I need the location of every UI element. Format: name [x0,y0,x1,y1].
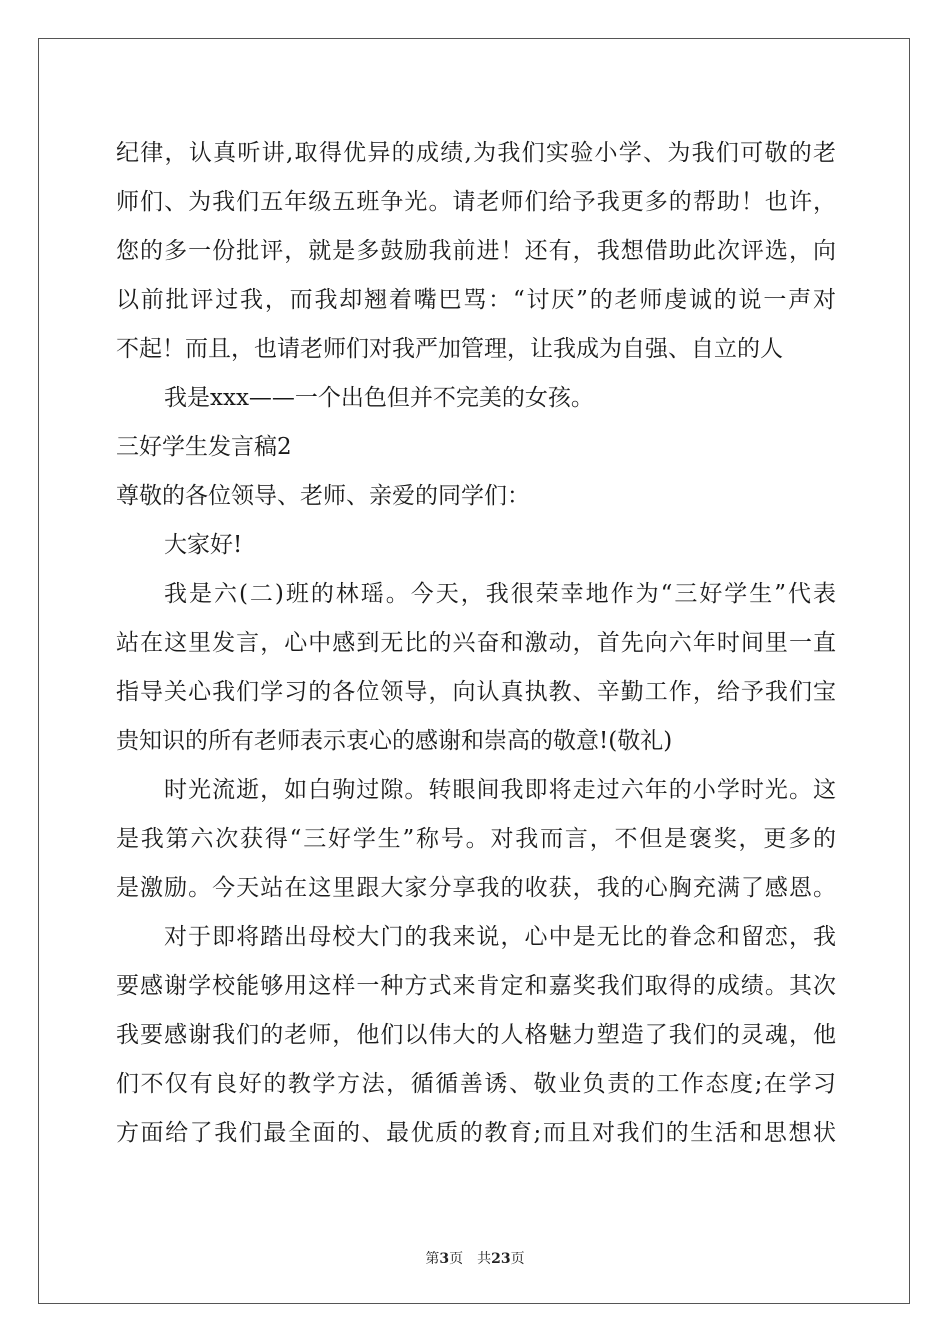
text-line: 站在这里发言，心中感到无比的兴奋和激动，首先向六年时间里一直 [116,630,836,656]
total-suffix: 页 [510,1251,525,1267]
document-body [116,129,836,1158]
page-number: 3 [439,1251,450,1267]
text-line: 指导关心我们学习的各位领导，向认真执教、辛勤工作，给予我们宝 [116,679,836,705]
text-line: 要感谢学校能够用这样一种方式来肯定和嘉奖我们取得的成绩。其次 [116,973,836,999]
text-line: 师们、为我们五年级五班争光。请老师们给予我更多的帮助！也许， [116,189,836,215]
text-line: 尊敬的各位领导、老师、亲爱的同学们： [116,483,530,509]
text-line: 纪律，认真听讲,取得优异的成绩,为我们实验小学、为我们可敬的老 [116,140,836,166]
page-footer [0,1248,950,1268]
text-line: 方面给了我们最全面的、最优质的教育;而且对我们的生活和思想状 [116,1120,836,1146]
text-line: 对于即将踏出母校大门的我来说，心中是无比的眷念和留恋，我 [164,924,836,950]
text-line: 大家好! [164,532,243,558]
text-line: 不起！而且，也请老师们对我严加管理，让我成为自强、自立的人 [116,336,783,362]
text-line: 是激励。今天站在这里跟大家分享我的收获，我的心胸充满了感恩。 [116,875,836,901]
text-line: 我是xxx——一个出色但并不完美的女孩。 [164,385,594,411]
text-line: 时光流逝，如白驹过隙。转眼间我即将走过六年的小学时光。这 [164,777,836,803]
total-prefix: 共 [477,1251,492,1267]
page-suffix: 页 [449,1251,464,1267]
text-line: 是我第六次获得“三好学生”称号。对我而言，不但是褒奖，更多的 [116,826,836,852]
text-line: 我要感谢我们的老师，他们以伟大的人格魅力塑造了我们的灵魂，他 [116,1022,836,1048]
text-line: 们不仅有良好的教学方法，循循善诱、敬业负责的工作态度;在学习 [116,1071,836,1097]
text-line: 贵知识的所有老师表示衷心的感谢和崇高的敬意!(敬礼) [116,728,673,754]
text-line: 您的多一份批评，就是多鼓励我前进！还有，我想借助此次评选，向 [116,238,836,264]
text-line: 三好学生发言稿2 [116,434,292,460]
text-line: 我是六(二)班的林瑶。今天，我很荣幸地作为“三好学生”代表 [164,581,836,607]
page-prefix: 第 [425,1251,440,1267]
text-line: 以前批评过我，而我却翘着嘴巴骂：“讨厌”的老师虔诚的说一声对 [116,287,836,313]
total-pages: 23 [491,1251,511,1267]
